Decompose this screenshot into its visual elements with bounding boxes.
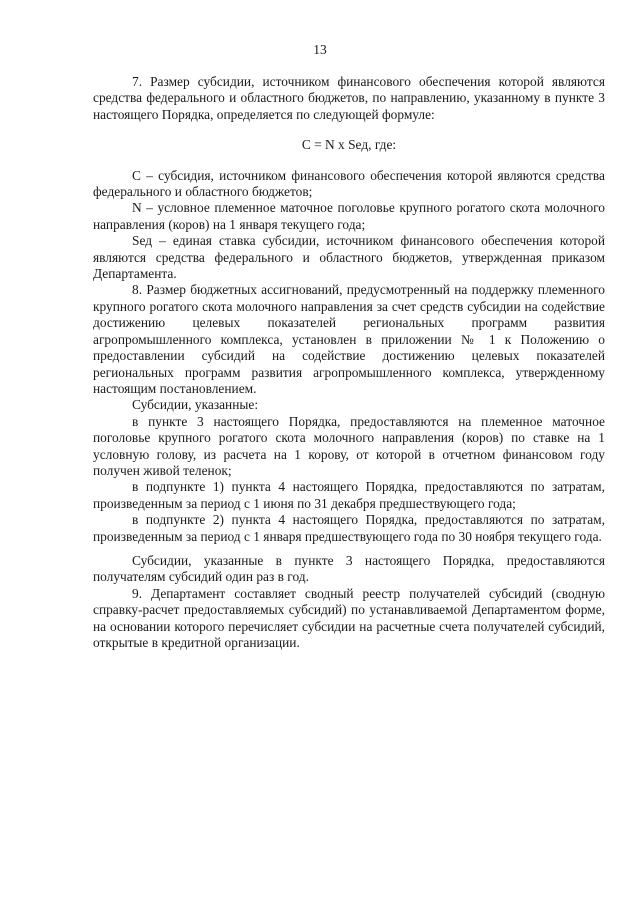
definition-sed: Sед – единая ставка субсидии, источником финансового обеспечения которой являются средства федерального и областного бюджетов, утвержденная приказом Департамента. bbox=[93, 233, 605, 282]
subsidies-item-subpoint-2: в подпункте 2) пункта 4 настоящего Порядка, предоставляются по затратам, произведенным за период с 1 января предшествующего года по 30 ноября текущего года. bbox=[93, 512, 605, 544]
definition-c: С – субсидия, источником финансового обеспечения которой являются средства федерального и областного бюджетов; bbox=[93, 167, 605, 200]
paragraph-9-department-registry: 9. Департамент составляет сводный реестр получателей субсидий (сводную справку-расчет предоставляемых субсидий) по устанавливаемой Департаментом форме, на основании которого перечисляет субсидии на расчетные счета получателей субсидий, открытые в кредитной организации. bbox=[93, 585, 605, 650]
page-number: 13 bbox=[313, 42, 327, 57]
subsidies-item-point-3: в пункте 3 настоящего Порядка, предоставляются на племенное маточное поголовье крупного рогатого скота молочного направления (коров) по ставке на 1 условную голову, из расчета на 1 корову, от которой в отчетном финансовом году получен живой теленок; bbox=[93, 413, 605, 478]
document-body bbox=[93, 74, 605, 651]
paragraph-8-budget-allocations: 8. Размер бюджетных ассигнований, предусмотренный на поддержку племенного крупного рогатого скота молочного направления за счет средств субсидии на содействие достижению целевых показателей региональных программ развития агропромышленного комплекса, установлен в приложении № 1 к Положению о предоставлении субсидий на содействие достижению целевых показателей региональных программ развития агропромышленного комплекса, утвержденному настоящим постановлением. bbox=[93, 282, 605, 396]
paragraph-7-subsidy-size: 7. Размер субсидии, источником финансового обеспечения которой являются средства федерального и областного бюджетов, по направлению, указанному в пункте 3 настоящего Порядка, определяется по следующей формуле: bbox=[93, 74, 605, 122]
definition-n: N – условное племенное маточное поголовье крупного рогатого скота молочного направления (коров) на 1 января текущего года; bbox=[93, 200, 605, 232]
subsidies-once-per-year: Субсидии, указанные в пункте 3 настоящего Порядка, предоставляются получателям субсидий один раз в год. bbox=[93, 552, 605, 585]
subsidies-item-subpoint-1: в подпункте 1) пункта 4 настоящего Порядка, предоставляются по затратам, произведенным за период с 1 июня по 31 декабря предшествующего года; bbox=[93, 479, 605, 511]
subsidy-formula: С = N х Sед, где: bbox=[301, 137, 397, 153]
subsidies-intro: Субсидии, указанные: bbox=[132, 397, 259, 413]
